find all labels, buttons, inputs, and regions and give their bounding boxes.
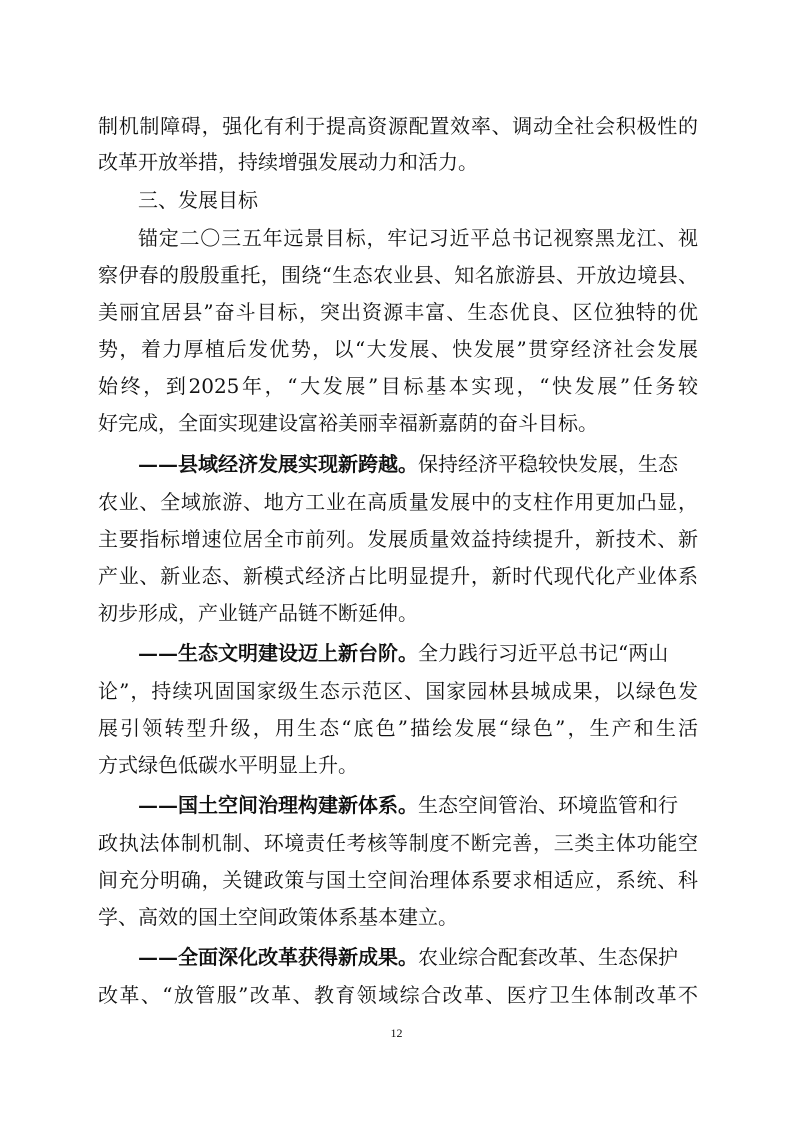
goal-heading: ——全面深化改革获得新成果。	[138, 945, 418, 969]
body-text-line: 学、高效的国土空间政策体系基本建立。	[98, 905, 458, 929]
body-text-line: 改革开放举措，持续增强发展动力和活力。	[98, 150, 478, 174]
body-text-line: 论”，持续巩固国家级生态示范区、国家园林县城成果，以绿色发	[98, 679, 698, 703]
body-text-line: 改革、“放管服”改革、教育领域综合改革、医疗卫生体制改革不	[98, 983, 698, 1007]
body-text-line: 始终，到2025年，“大发展”目标基本实现，“快发展”任务较	[98, 374, 698, 398]
body-text-line: 察伊春的殷殷重托，围绕“生态农业县、知名旅游县、开放边境县、	[98, 263, 698, 287]
body-text-line: 好完成，全面实现建设富裕美丽幸福新嘉荫的奋斗目标。	[98, 411, 598, 435]
body-text-line: 政执法体制机制、环境责任考核等制度不断完善，三类主体功能空	[98, 831, 698, 855]
goal-heading: ——生态文明建设迈上新台阶。	[138, 641, 418, 665]
body-text-line: 主要指标增速位居全市前列。发展质量效益持续提升，新技术、新	[98, 527, 698, 551]
body-text-inline: 农业综合配套改革、生态保护	[418, 945, 678, 969]
body-text-line: 势，着力厚植后发优势，以“大发展、快发展”贯穿经济社会发展	[98, 337, 698, 361]
body-text-line: 方式绿色低碳水平明显上升。	[98, 753, 358, 777]
goal-heading: ——县域经济发展实现新跨越。	[138, 452, 418, 476]
body-text-line: 农业、全域旅游、地方工业在高质量发展中的支柱作用更加凸显，	[98, 490, 698, 514]
goal-paragraph-first-line	[138, 641, 698, 665]
body-text-line: 锚定二〇三五年远景目标，牢记习近平总书记视察黑龙江、视	[138, 226, 698, 250]
page-number: 12	[390, 1026, 403, 1040]
body-text-line: 展引领转型升级，用生态“底色”描绘发展“绿色”，生产和生活	[98, 716, 698, 740]
body-text-line: 初步形成，产业链产品链不断延伸。	[98, 601, 418, 625]
goal-heading: ——国土空间治理构建新体系。	[138, 793, 418, 817]
section-heading: 三、发展目标	[138, 188, 258, 212]
body-text-line: 美丽宜居县”奋斗目标，突出资源丰富、生态优良、区位独特的优	[98, 300, 698, 324]
goal-paragraph-first-line	[138, 452, 698, 476]
body-text-line: 间充分明确，关键政策与国土空间治理体系要求相适应，系统、科	[98, 868, 698, 892]
body-text-inline: 生态空间管治、环境监管和行	[418, 793, 678, 817]
goal-paragraph-first-line	[138, 945, 698, 969]
body-text-line: 制机制障碍，强化有利于提高资源配置效率、调动全社会积极性的	[98, 114, 698, 138]
body-text-inline: 全力践行习近平总书记“两山	[418, 641, 669, 665]
goal-paragraph-first-line	[138, 793, 698, 817]
body-text-inline: 保持经济平稳较快发展，生态	[418, 452, 678, 476]
body-text-line: 产业、新业态、新模式经济占比明显提升，新时代现代化产业体系	[98, 564, 698, 588]
